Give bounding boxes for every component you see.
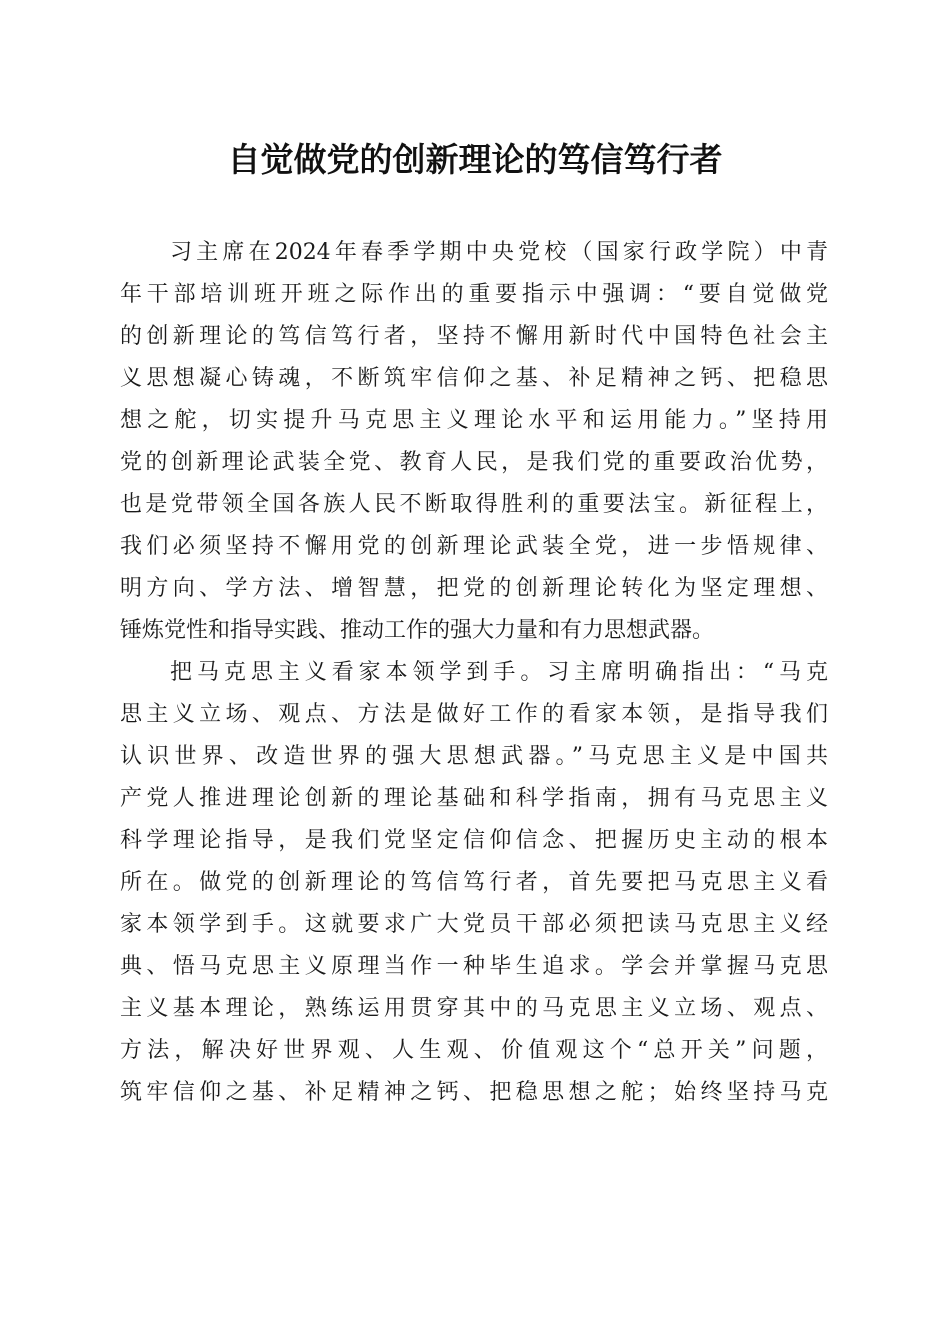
page-title: 自觉做党的创新理论的笃信笃行者 [227, 140, 723, 179]
paragraph-line: 典、悟马克思主义原理当作一种毕生追求。学会并掌握马克思 [120, 954, 828, 979]
paragraph-2 [120, 652, 828, 1114]
paragraph-line: 把马克思主义看家本领学到手。习主席明确指出：“马克 [170, 660, 828, 685]
paragraph-line: 义思想凝心铸魂，不断筑牢信仰之基、补足精神之钙、把稳思 [120, 366, 828, 391]
paragraph-line: 的创新理论的笃信笃行者，坚持不懈用新时代中国特色社会主 [120, 324, 828, 349]
paragraph-line: 思主义立场、观点、方法是做好工作的看家本领，是指导我们 [120, 702, 828, 727]
paragraph-line: 认识世界、改造世界的强大思想武器。”马克思主义是中国共 [120, 744, 828, 769]
paragraph-line: 主义基本理论，熟练运用贯穿其中的马克思主义立场、观点、 [120, 996, 828, 1021]
paragraph-line: 家本领学到手。这就要求广大党员干部必须把读马克思主义经 [120, 912, 828, 937]
paragraph-line: 所在。做党的创新理论的笃信笃行者，首先要把马克思主义看 [120, 870, 828, 895]
paragraph-line: 党的创新理论武装全党、教育人民，是我们党的重要政治优势， [120, 450, 828, 475]
paragraph-line: 习主席在2024年春季学期中央党校（国家行政学院）中青 [170, 240, 828, 265]
document-body [120, 232, 828, 1114]
paragraph-line: 筑牢信仰之基、补足精神之钙、把稳思想之舵；始终坚持马克 [120, 1080, 828, 1105]
paragraph-line: 我们必须坚持不懈用党的创新理论武装全党，进一步悟规律、 [120, 534, 828, 559]
paragraph-line: 产党人推进理论创新的理论基础和科学指南，拥有马克思主义 [120, 786, 828, 811]
paragraph-line: 方法，解决好世界观、人生观、价值观这个“总开关”问题， [120, 1038, 828, 1063]
paragraph-line: 也是党带领全国各族人民不断取得胜利的重要法宝。新征程上， [120, 492, 828, 517]
paragraph-1 [120, 232, 828, 652]
paragraph-line: 锤炼党性和指导实践、推动工作的强大力量和有力思想武器。 [120, 618, 715, 643]
paragraph-line: 想之舵，切实提升马克思主义理论水平和运用能力。”坚持用 [120, 408, 828, 433]
paragraph-line: 年干部培训班开班之际作出的重要指示中强调：“要自觉做党 [120, 282, 828, 307]
paragraph-line: 明方向、学方法、增智慧，把党的创新理论转化为坚定理想、 [120, 576, 828, 601]
paragraph-line: 科学理论指导，是我们党坚定信仰信念、把握历史主动的根本 [120, 828, 828, 853]
